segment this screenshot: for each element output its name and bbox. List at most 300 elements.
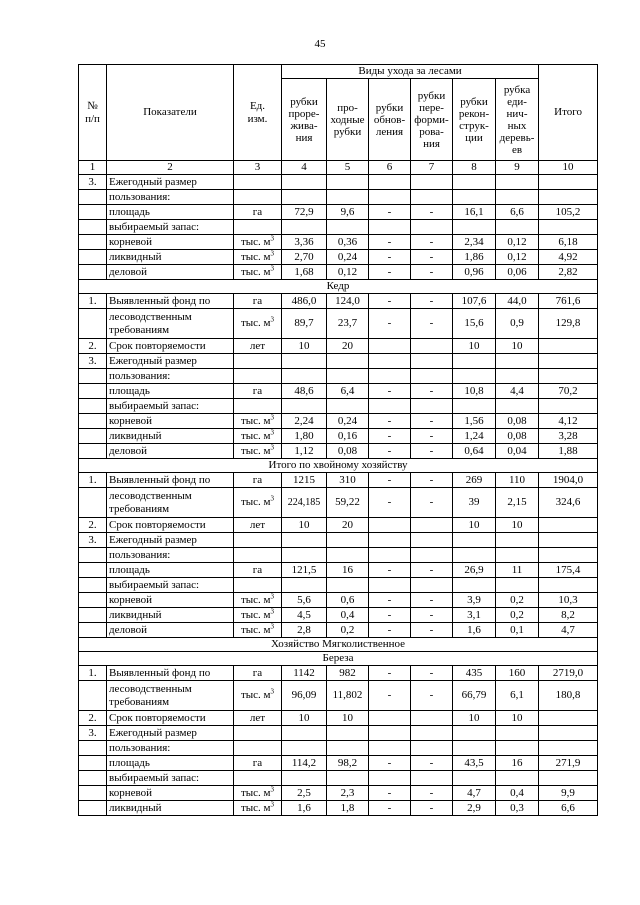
unit-cell: [234, 771, 282, 786]
unit-superscript: 3: [270, 799, 275, 808]
value-cell: 2,3: [327, 786, 369, 801]
section-row: [79, 459, 598, 473]
unit-cell: [234, 741, 282, 756]
value-cell: 15,6: [453, 309, 496, 339]
value-cell: -: [411, 444, 453, 459]
indicator-name: Ежегодный размер: [107, 726, 234, 741]
value-cell: -: [411, 384, 453, 399]
total-cell: 1,88: [539, 444, 598, 459]
column-number: 8: [453, 161, 496, 175]
value-cell: 0,64: [453, 444, 496, 459]
row-number: [79, 414, 107, 429]
row-number: [79, 205, 107, 220]
row-number: [79, 771, 107, 786]
value-cell: 23,7: [327, 309, 369, 339]
indicator-name: корневой: [107, 414, 234, 429]
table-row: [79, 563, 598, 578]
row-number: 2.: [79, 518, 107, 533]
value-cell: -: [411, 429, 453, 444]
table-row: [79, 666, 598, 681]
unit-text: тыс. м: [240, 801, 271, 814]
row-number: [79, 488, 107, 518]
forest-care-table: [78, 64, 598, 816]
column-number: 4: [282, 161, 327, 175]
unit-cell: [234, 786, 282, 801]
unit-cell: [234, 623, 282, 638]
total-cell: [539, 578, 598, 593]
value-cell: [411, 399, 453, 414]
value-cell: 4,4: [496, 384, 539, 399]
value-cell: [369, 771, 411, 786]
value-cell: 1215: [282, 473, 327, 488]
header-care-types: Виды ухода за лесами: [282, 65, 539, 79]
header-care-type: рубки пере- форми- рова- ния: [411, 79, 453, 161]
header-care-type: рубки проре- жива- ния: [282, 79, 327, 161]
indicator-name: выбираемый запас:: [107, 220, 234, 235]
value-cell: 10,8: [453, 384, 496, 399]
value-cell: -: [369, 786, 411, 801]
indicator-name: деловой: [107, 444, 234, 459]
table-row: [79, 205, 598, 220]
unit-cell: [234, 414, 282, 429]
row-number: [79, 220, 107, 235]
indicator-name: Срок повторяемости: [107, 711, 234, 726]
value-cell: [327, 548, 369, 563]
unit-cell: га: [234, 205, 282, 220]
value-cell: 4,5: [282, 608, 327, 623]
row-number: [79, 741, 107, 756]
total-cell: [539, 771, 598, 786]
value-cell: [453, 533, 496, 548]
value-cell: [411, 533, 453, 548]
value-cell: 114,2: [282, 756, 327, 771]
row-number: [79, 593, 107, 608]
value-cell: 110: [496, 473, 539, 488]
indicator-name: пользования:: [107, 369, 234, 384]
row-number: [79, 548, 107, 563]
value-cell: [369, 190, 411, 205]
total-cell: 129,8: [539, 309, 598, 339]
value-cell: 98,2: [327, 756, 369, 771]
row-number: [79, 190, 107, 205]
indicator-name: корневой: [107, 593, 234, 608]
section-title: Хозяйство Мягколиственное: [79, 638, 598, 652]
value-cell: 1,6: [282, 801, 327, 816]
table-row: [79, 309, 598, 339]
value-cell: [369, 369, 411, 384]
row-number: 2.: [79, 339, 107, 354]
value-cell: 26,9: [453, 563, 496, 578]
value-cell: [496, 771, 539, 786]
value-cell: [282, 369, 327, 384]
value-cell: [369, 220, 411, 235]
value-cell: [327, 354, 369, 369]
total-cell: 324,6: [539, 488, 598, 518]
total-cell: 4,7: [539, 623, 598, 638]
row-number: [79, 578, 107, 593]
value-cell: 66,79: [453, 681, 496, 711]
page-number: 45: [314, 38, 326, 50]
row-number: 1.: [79, 666, 107, 681]
table-row: [79, 533, 598, 548]
table-row: [79, 578, 598, 593]
value-cell: -: [369, 414, 411, 429]
value-cell: -: [369, 608, 411, 623]
value-cell: 10: [453, 339, 496, 354]
unit-superscript: 3: [270, 427, 275, 436]
unit-superscript: 3: [270, 591, 275, 600]
value-cell: 72,9: [282, 205, 327, 220]
value-cell: 6,1: [496, 681, 539, 711]
header-total: Итого: [539, 65, 598, 161]
value-cell: -: [369, 801, 411, 816]
row-number: 3.: [79, 533, 107, 548]
indicator-name: лесоводственным требованиям: [107, 309, 234, 339]
value-cell: -: [411, 681, 453, 711]
unit-text: тыс. м: [240, 593, 271, 606]
total-cell: 3,28: [539, 429, 598, 444]
value-cell: 0,08: [496, 429, 539, 444]
value-cell: 0,08: [327, 444, 369, 459]
total-cell: 8,2: [539, 608, 598, 623]
value-cell: 160: [496, 666, 539, 681]
table-row: [79, 681, 598, 711]
value-cell: [453, 548, 496, 563]
value-cell: -: [369, 681, 411, 711]
value-cell: [453, 578, 496, 593]
value-cell: [496, 369, 539, 384]
unit-text: тыс. м: [240, 265, 271, 278]
value-cell: [282, 741, 327, 756]
table-row: [79, 265, 598, 280]
table-row: [79, 741, 598, 756]
total-cell: [539, 726, 598, 741]
value-cell: [327, 533, 369, 548]
value-cell: 0,2: [327, 623, 369, 638]
value-cell: -: [369, 384, 411, 399]
value-cell: 1,6: [453, 623, 496, 638]
unit-cell: га: [234, 563, 282, 578]
row-number: [79, 608, 107, 623]
value-cell: 10: [496, 339, 539, 354]
value-cell: 0,12: [496, 235, 539, 250]
value-cell: [453, 771, 496, 786]
value-cell: [496, 741, 539, 756]
row-number: [79, 399, 107, 414]
unit-superscript: 3: [270, 442, 275, 451]
value-cell: -: [411, 414, 453, 429]
value-cell: 3,36: [282, 235, 327, 250]
value-cell: 107,6: [453, 294, 496, 309]
value-cell: -: [369, 235, 411, 250]
value-cell: [369, 354, 411, 369]
header-number: № п/п: [79, 65, 107, 161]
value-cell: -: [369, 623, 411, 638]
value-cell: 1,8: [327, 801, 369, 816]
unit-cell: [234, 235, 282, 250]
section-title: Итого по хвойному хозяйству: [79, 459, 598, 473]
value-cell: 11,802: [327, 681, 369, 711]
total-cell: [539, 354, 598, 369]
unit-superscript: 3: [270, 248, 275, 257]
value-cell: [411, 711, 453, 726]
indicator-name: Выявленный фонд по: [107, 473, 234, 488]
value-cell: [411, 578, 453, 593]
indicator-name: пользования:: [107, 548, 234, 563]
value-cell: 96,09: [282, 681, 327, 711]
table-row: [79, 190, 598, 205]
indicator-name: деловой: [107, 623, 234, 638]
value-cell: [369, 518, 411, 533]
total-cell: 180,8: [539, 681, 598, 711]
column-number: 2: [107, 161, 234, 175]
value-cell: [411, 726, 453, 741]
value-cell: -: [411, 801, 453, 816]
value-cell: [369, 726, 411, 741]
table-row: [79, 414, 598, 429]
indicator-name: выбираемый запас:: [107, 399, 234, 414]
column-number: 3: [234, 161, 282, 175]
table-row: [79, 801, 598, 816]
value-cell: 20: [327, 518, 369, 533]
table-row: [79, 726, 598, 741]
indicator-name: выбираемый запас:: [107, 771, 234, 786]
table-row: [79, 384, 598, 399]
value-cell: -: [369, 250, 411, 265]
total-cell: 70,2: [539, 384, 598, 399]
total-cell: 4,92: [539, 250, 598, 265]
total-cell: 175,4: [539, 563, 598, 578]
value-cell: -: [369, 205, 411, 220]
indicator-name: лесоводственным требованиям: [107, 488, 234, 518]
value-cell: 39: [453, 488, 496, 518]
row-number: [79, 384, 107, 399]
value-cell: -: [411, 265, 453, 280]
unit-cell: лет: [234, 711, 282, 726]
total-cell: [539, 175, 598, 190]
value-cell: 16: [327, 563, 369, 578]
total-cell: 6,6: [539, 801, 598, 816]
row-number: [79, 563, 107, 578]
indicator-name: ликвидный: [107, 801, 234, 816]
value-cell: [327, 190, 369, 205]
section-title: Кедр: [79, 280, 598, 294]
value-cell: [282, 175, 327, 190]
unit-superscript: 3: [270, 606, 275, 615]
indicator-name: Выявленный фонд по: [107, 294, 234, 309]
value-cell: 0,96: [453, 265, 496, 280]
unit-cell: лет: [234, 339, 282, 354]
unit-superscript: 3: [270, 315, 275, 324]
table-row: [79, 369, 598, 384]
value-cell: 0,16: [327, 429, 369, 444]
value-cell: [411, 369, 453, 384]
value-cell: 16,1: [453, 205, 496, 220]
table-row: [79, 294, 598, 309]
value-cell: -: [411, 563, 453, 578]
unit-cell: [234, 265, 282, 280]
value-cell: [496, 548, 539, 563]
value-cell: -: [369, 309, 411, 339]
unit-text: тыс. м: [240, 444, 271, 457]
total-cell: 1904,0: [539, 473, 598, 488]
table-row: [79, 593, 598, 608]
table-row: [79, 771, 598, 786]
table-row: [79, 711, 598, 726]
value-cell: 16: [496, 756, 539, 771]
row-number: [79, 623, 107, 638]
table-row: [79, 399, 598, 414]
value-cell: -: [411, 488, 453, 518]
value-cell: [453, 175, 496, 190]
unit-cell: [234, 369, 282, 384]
value-cell: [411, 190, 453, 205]
value-cell: 0,9: [496, 309, 539, 339]
row-number: [79, 429, 107, 444]
value-cell: [282, 578, 327, 593]
row-number: [79, 369, 107, 384]
value-cell: 3,1: [453, 608, 496, 623]
value-cell: [369, 741, 411, 756]
row-number: 1.: [79, 294, 107, 309]
total-cell: 9,9: [539, 786, 598, 801]
value-cell: [411, 741, 453, 756]
value-cell: 1,86: [453, 250, 496, 265]
indicator-name: корневой: [107, 235, 234, 250]
unit-cell: [234, 250, 282, 265]
column-number: 7: [411, 161, 453, 175]
value-cell: -: [369, 294, 411, 309]
table-row: [79, 250, 598, 265]
value-cell: [327, 726, 369, 741]
unit-cell: [234, 548, 282, 563]
total-cell: [539, 399, 598, 414]
value-cell: [327, 399, 369, 414]
indicator-name: Срок повторяемости: [107, 518, 234, 533]
value-cell: [496, 190, 539, 205]
value-cell: [282, 399, 327, 414]
indicator-name: ликвидный: [107, 608, 234, 623]
unit-text: тыс. м: [240, 608, 271, 621]
header-care-type: рубки рекон- струк- ции: [453, 79, 496, 161]
value-cell: -: [369, 666, 411, 681]
unit-text: тыс. м: [240, 689, 271, 701]
indicator-name: пользования:: [107, 741, 234, 756]
value-cell: [496, 726, 539, 741]
row-number: [79, 250, 107, 265]
unit-superscript: 3: [270, 784, 275, 793]
indicator-name: площадь: [107, 563, 234, 578]
value-cell: -: [411, 294, 453, 309]
value-cell: 0,08: [496, 414, 539, 429]
unit-superscript: 3: [270, 233, 275, 242]
column-number: 1: [79, 161, 107, 175]
total-cell: [539, 711, 598, 726]
value-cell: 10: [282, 711, 327, 726]
value-cell: 10: [327, 711, 369, 726]
value-cell: 11: [496, 563, 539, 578]
value-cell: 20: [327, 339, 369, 354]
value-cell: [282, 533, 327, 548]
table-row: [79, 488, 598, 518]
unit-cell: [234, 578, 282, 593]
value-cell: 0,12: [327, 265, 369, 280]
value-cell: -: [411, 593, 453, 608]
row-number: [79, 265, 107, 280]
value-cell: -: [369, 429, 411, 444]
value-cell: [453, 220, 496, 235]
value-cell: 10: [496, 711, 539, 726]
unit-cell: [234, 429, 282, 444]
unit-cell: га: [234, 384, 282, 399]
value-cell: [411, 220, 453, 235]
row-number: [79, 444, 107, 459]
value-cell: [369, 548, 411, 563]
unit-cell: [234, 175, 282, 190]
value-cell: 2,9: [453, 801, 496, 816]
value-cell: 1,56: [453, 414, 496, 429]
unit-cell: [234, 608, 282, 623]
value-cell: -: [411, 786, 453, 801]
value-cell: 2,70: [282, 250, 327, 265]
row-number: [79, 801, 107, 816]
row-number: 3.: [79, 726, 107, 741]
value-cell: 10: [453, 711, 496, 726]
value-cell: 0,24: [327, 250, 369, 265]
column-number: 9: [496, 161, 539, 175]
value-cell: [282, 726, 327, 741]
unit-cell: [234, 309, 282, 339]
unit-text: тыс. м: [240, 414, 271, 427]
unit-cell: лет: [234, 518, 282, 533]
table-row: [79, 444, 598, 459]
value-cell: 124,0: [327, 294, 369, 309]
value-cell: [496, 220, 539, 235]
column-number: 10: [539, 161, 598, 175]
value-cell: [327, 175, 369, 190]
value-cell: [411, 339, 453, 354]
value-cell: -: [411, 205, 453, 220]
value-cell: 486,0: [282, 294, 327, 309]
value-cell: 0,24: [327, 414, 369, 429]
table-row: [79, 518, 598, 533]
unit-cell: [234, 190, 282, 205]
total-cell: [539, 339, 598, 354]
unit-superscript: 3: [270, 687, 275, 696]
unit-cell: [234, 533, 282, 548]
value-cell: [411, 771, 453, 786]
indicator-name: выбираемый запас:: [107, 578, 234, 593]
value-cell: -: [411, 608, 453, 623]
unit-text: тыс. м: [240, 250, 271, 263]
total-cell: 271,9: [539, 756, 598, 771]
value-cell: 0,12: [496, 250, 539, 265]
value-cell: -: [369, 756, 411, 771]
column-number: 6: [369, 161, 411, 175]
value-cell: [496, 399, 539, 414]
value-cell: 2,34: [453, 235, 496, 250]
section-row: [79, 652, 598, 666]
value-cell: [282, 771, 327, 786]
value-cell: 6,6: [496, 205, 539, 220]
indicator-name: площадь: [107, 756, 234, 771]
value-cell: [369, 339, 411, 354]
value-cell: 0,06: [496, 265, 539, 280]
table-row: [79, 623, 598, 638]
total-cell: [539, 741, 598, 756]
table-row: [79, 220, 598, 235]
row-number: 3.: [79, 354, 107, 369]
